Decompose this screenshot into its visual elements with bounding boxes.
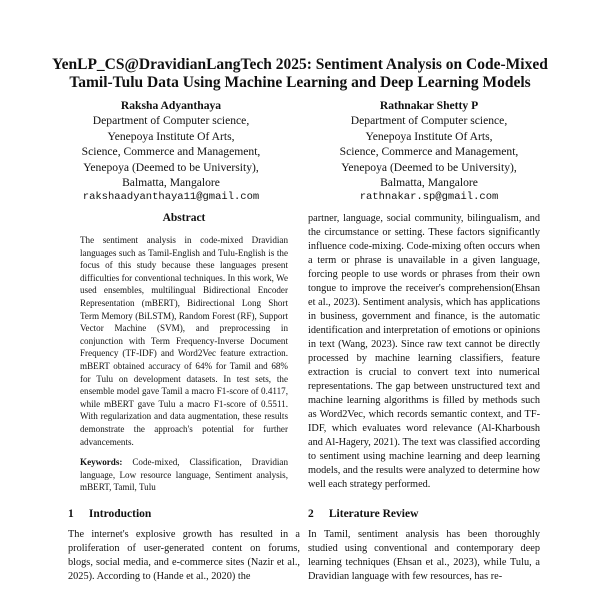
author-affiliation-line: Department of Computer science,	[92, 114, 250, 128]
author-name: Rathnakar Shetty P	[379, 99, 479, 112]
section-title: Literature Review	[328, 508, 419, 520]
author-affiliation-line: Science, Commerce and Management,	[339, 145, 519, 159]
author-affiliation-line: Balmatta, Mangalore	[380, 176, 478, 190]
left-column	[68, 212, 300, 584]
author-email: rathnakar.sp@gmail.com	[359, 191, 499, 204]
author-block	[36, 98, 306, 206]
author-name: Raksha Adyanthaya	[120, 99, 222, 112]
author-affiliation-line: Yenepoya Institute Of Arts,	[107, 129, 235, 143]
paper-title: YenLP_CS@DravidianLangTech 2025: Sentiment Analysis on Code-Mixed Tamil-Tulu Data Using Machine Learning and Deep Learning Models	[52, 56, 548, 91]
abstract-heading: Abstract	[162, 212, 206, 224]
section-heading-literature-review	[308, 508, 540, 520]
section-title: Introduction	[88, 507, 152, 520]
author-affiliation-line: Yenepoya Institute Of Arts,	[365, 129, 493, 143]
author-affiliation-line: Yenepoya (Deemed to be University),	[83, 160, 259, 174]
section-heading-introduction	[68, 508, 300, 520]
introduction-text: The internet's explosive growth has resulted in a proliferation of user-generated content on forums, blogs, social media, and e-commerce sites (Nazir et al., 2025). According to (Hande et al., 2020) the	[68, 528, 300, 582]
author-affiliation-line: Yenepoya (Deemed to be University),	[341, 160, 517, 174]
author-affiliation-line: Balmatta, Mangalore	[122, 176, 220, 190]
introduction-continued-text: partner, language, social community, bilingualism, and the circumstance or setting. These factors significantly influence code-mixing. Code-mixing often occurs when a term or phrase is unavailable in a given language, forcing people to use words or phrases from their own tongue to improve the receiver's comprehension(Ehsan et al., 2023). Sentiment analysis, which has applications in business, government and finance, is the automatic identification and interpretation of emotions or opinions in text (Wang, 2023). Since raw text cannot be directly processed by machine learning classifiers, feature extraction is crucial to convert text into numerical representations. The gap between unstructured text and machine learning algorithms is filled by methods such as Word2Vec, which records semantic context, and TF-IDF, which evaluates word relevance (Al-Kharboush and Al-Hagery, 2021). The text was classified according to sentiment using machine learning and deep learning models, and the results were analyzed to determine how well each strategy performed.	[308, 213, 540, 490]
abstract-text: The sentiment analysis in code-mixed Dravidian languages such as Tamil-English and Tulu-English is the focus of this study because these languages present difficulties for conventional techniques. In this work, We used ensembles, multilingual Bidirectional Encoder Representation (mBERT), Bidirectional Long Short Term Memory (BiLSTM), Random Forest (RF), Support Vector Machine (SVM), and preprocessing in conjunction with Term Frequency-Inverse Document Frequency (TF-IDF) and Word2Vec feature extraction. mBERT obtained accuracy of 64% for Tamil and 68% for Tulu on development datasets. In test sets, the ensemble model gave Tamil a macro F1-score of 0.4117, while mBERT gave Tulu a macro F1-score of 0.5511. With regularization and data augmentation, these results demonstrate the approach's potential for further advancements.	[80, 235, 288, 447]
right-column	[308, 212, 540, 584]
author-email: rakshaadyanthaya11@gmail.com	[82, 191, 260, 204]
keywords-text: Code-mixed, Classification, Dravidian language, Low resource language, Sentiment analysis, mBERT, Tamil, Tulu	[80, 457, 288, 493]
keywords-line	[80, 456, 288, 494]
author-affiliation-line: Science, Commerce and Management,	[81, 145, 261, 159]
literature-review-text: In Tamil, sentiment analysis has been thoroughly studied using conventional and contemporary deep learning techniques (Ehsan et al., 2023), while Tulu, a Dravidian language with few resources, has re-	[308, 529, 540, 582]
keywords-label: Keywords:	[80, 457, 123, 468]
author-affiliation-line: Department of Computer science,	[350, 114, 508, 128]
section-number: 2	[308, 508, 314, 520]
author-block	[294, 98, 564, 206]
section-number: 1	[68, 507, 74, 520]
